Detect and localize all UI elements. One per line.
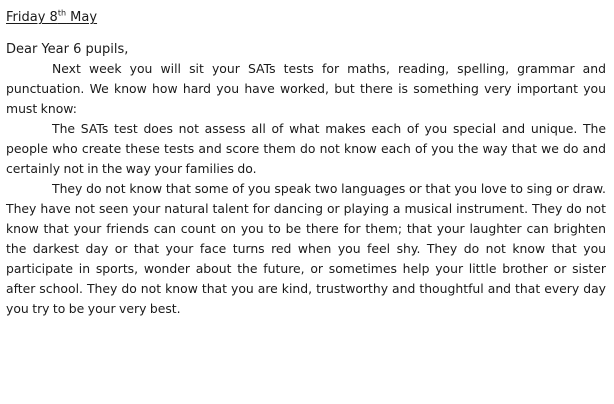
- letter-paragraph-3: They do not know that some of you speak two languages or that you love to sing or draw. They have not seen your natural talent for dancing or playing a musical instrument. They do not know that your friends can count on you to be there for them; that your laughter can brighten the darkest day or that your face turns red when you feel shy. They do not know that you participate in sports, wonder about the future, or sometimes help your little brother or sister after school. They do not know that you are kind, trustworthy and thoughtful and that every day you try to be your very best.: [6, 181, 606, 316]
- letter-salutation: Dear Year 6 pupils,: [6, 42, 129, 57]
- letter-paragraph-1: Next week you will sit your SATs tests for maths, reading, spelling, grammar and punctuation. We know how hard you have worked, but there is something very important you must know:: [6, 61, 606, 116]
- letter-date: [6, 9, 97, 27]
- date-month: May: [66, 10, 98, 25]
- letter-paragraph-2: The SATs test does not assess all of what makes each of you special and unique. The people who create these tests and score them do not know each of you the way that we do and certainly not in the way your families do.: [6, 121, 606, 176]
- date-day: Friday 8: [6, 10, 58, 25]
- date-ordinal-suffix: th: [57, 8, 67, 18]
